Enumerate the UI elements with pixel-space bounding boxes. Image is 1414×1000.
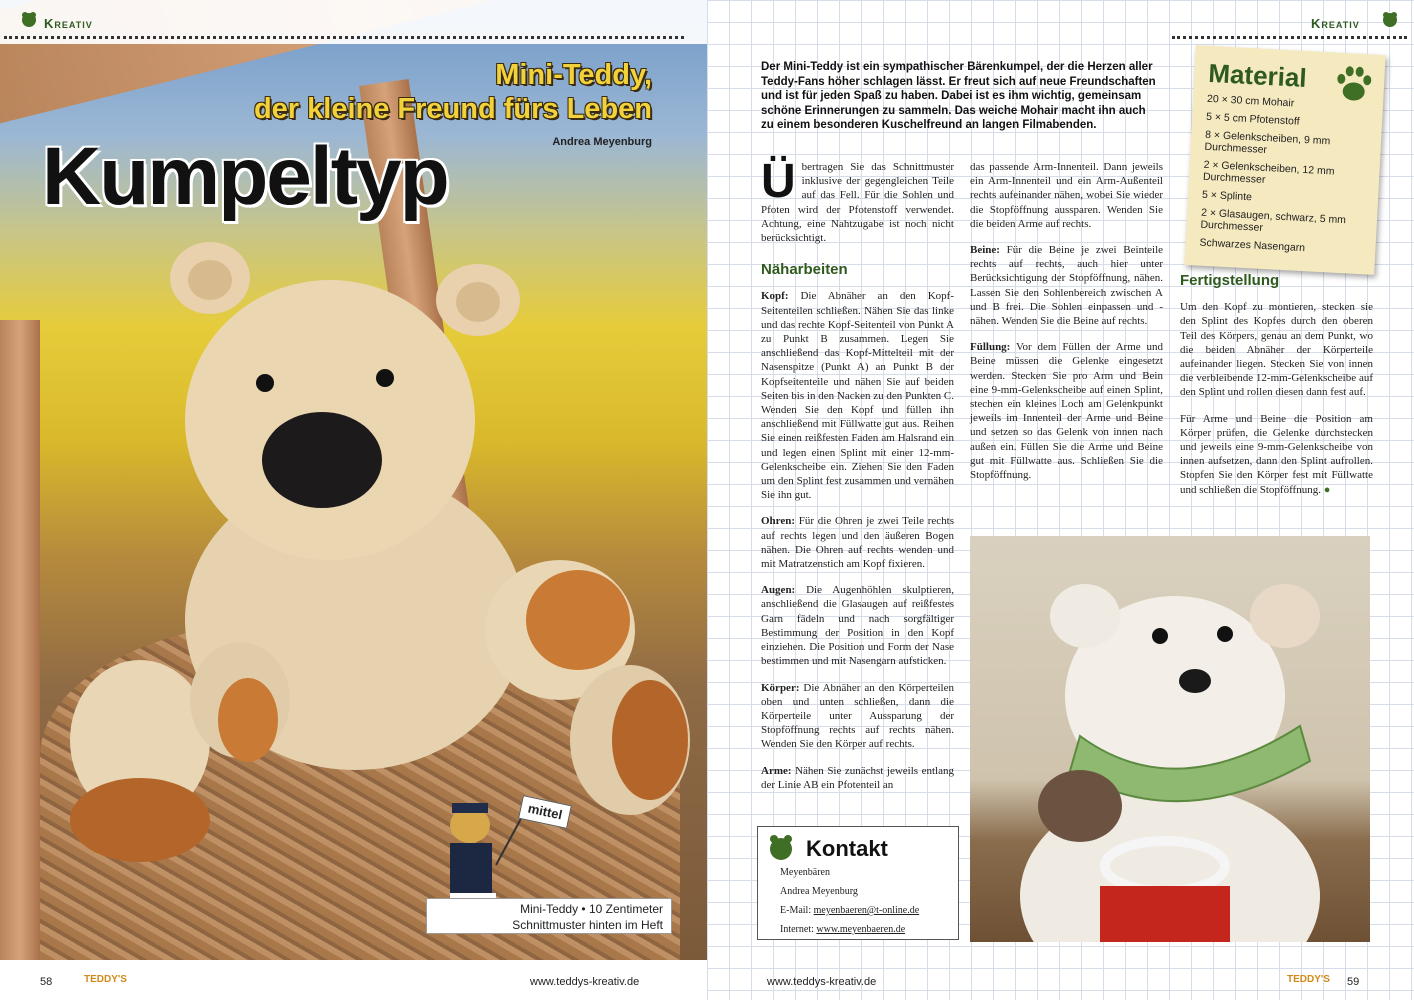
material-card [1184, 45, 1385, 275]
brand-logo-right: TEDDY'S [1287, 974, 1330, 985]
col3-p2-text: Für Arme und Beine die Position am Körper prüfen, die Gelenke durchstecken und jeweils eine 9-mm-Gelenkscheibe von innen aufsetzen, dann den Splint aufrollen. Stopfen Sie den Körper fest mit Füllwatte und schließen die Stopföffnung. [1180, 412, 1373, 496]
material-item: 2 × Glasaugen, schwarz, 5 mm Durchmesser [1200, 206, 1347, 234]
email-label: E-Mail: [780, 905, 812, 916]
contact-box [757, 826, 959, 940]
material-item: 20 × 30 cm Mohair [1206, 92, 1295, 110]
label-arme: Arme: [761, 764, 792, 777]
text-column-1 [761, 155, 955, 804]
step-beine [970, 243, 1163, 328]
dotted-rule-left [4, 36, 684, 39]
difficulty-flag: mittel [518, 795, 572, 829]
label-ohren: Ohren: [761, 515, 796, 528]
contact-company: Meyenbären [780, 867, 830, 878]
text-koerper: Die Abnäher an den Körperteilen oben und unten schließen, dann die Körperteile unter Aussparung der Stopföffnung rechts auf rechts nähen. Wenden Sie den Körper auf rechts. [761, 681, 955, 751]
text-arme: Nähen Sie zunächst jeweils entlang der Linie AB ein Pfotenteil an [761, 764, 954, 791]
text-augen: Die Augenhöhlen skulptieren, anschließend die Glasaugen auf reißfestes Garn fädeln und nach sorgfältiger Bestimmung der Position in den Kopf einziehen. Die Position und Form der Nase bestimmen und mit Nasengarn aufsticken. [761, 584, 955, 668]
bear-logo-icon [18, 8, 40, 30]
paw-end-icon: ● [1323, 483, 1331, 496]
text-column-3 [1180, 256, 1373, 509]
footer-url-right[interactable]: www.teddys-kreativ.de [767, 976, 877, 988]
step-kopf [761, 289, 954, 502]
contact-web-row [780, 920, 948, 939]
heading-naeharbeiten: Näharbeiten [761, 261, 848, 279]
col3-p2 [1180, 412, 1373, 497]
text-ohren: Für die Ohren je zwei Teile rechts auf rechts legen und den äußeren Bogen nähen. Die Ohren auf rechts wenden und mit Matratzenstich am Kopf fixieren. [761, 515, 955, 571]
contact-email-row [780, 901, 948, 920]
col2-p1: das passende Arm-Innenteil. Dann jeweils ein Arm-Innenteil und ein Arm-Außenteil rechts aufeinander nähen, wobei Sie wieder die Stopföffnung aussparen. Wenden Sie die beiden Arme auf rechts. [970, 161, 1163, 230]
intro-paragraph: Der Mini-Teddy ist ein sympathischer Bärenkumpel, der die Herzen aller Teddy-Fans höher schlagen lässt. Er freut sich auf neue Freundschaften und ist für jeden Spaß zu haben. Dabei ist es ihm wichtig, gemeinsam schöne Erinnerungen zu sammeln. Das weiche Mohair macht ihn auch zu einem besonderen Kuschelfreund an langen Filmabenden. [761, 61, 1156, 131]
headline: Kumpeltyp [42, 131, 448, 222]
bear-logo-icon [1379, 8, 1401, 30]
section-label-left: Kreativ [44, 16, 93, 31]
caption-line-1: Mini-Teddy • 10 Zentimeter [520, 902, 663, 916]
text-beine: Für die Beine je zwei Beinteile rechts auf rechts, auch hier unter Berücksichtigung der Stopföffnung, nähen. Lassen Sie den Sohlenbereich zwischen A und B frei. Die Sohlen einpassen und -nähen. Wenden Sie die Beine auf rechts. [970, 244, 1164, 328]
author-byline: Andrea Meyenburg [552, 136, 652, 148]
heading-fertigstellung: Fertigstellung [1180, 272, 1280, 289]
caption-line-2: Schnittmuster hinten im Heft [512, 918, 663, 932]
text-fuellung: Vor dem Füllen der Arme und Beine müssen die Gelenke eingesetzt werden. Stecken Sie pro Arm und Bein eine 9-mm-Gelenkscheibe auf einen Splint, stechen ein kleines Loch am Gelenkpunkt jeweils im Innenteil der Arme und Beine und setzen so das Gelenk von innen nach außen ein. Füllen Sie die Arme und Beine gut mit Füllwatte aus. Schließen Sie die Stopföffnung. [970, 341, 1163, 482]
label-fuellung: Füllung: [970, 341, 1011, 354]
material-item: 2 × Gelenkscheiben, 12 mm Durchmesser [1202, 158, 1335, 186]
website-link[interactable]: www.meyenbaeren.de [816, 924, 906, 935]
drop-cap: Ü [761, 155, 796, 208]
material-item: Schwarzes Nasengarn [1199, 236, 1306, 255]
dotted-rule-right [1172, 36, 1407, 39]
bear-logo-icon [766, 831, 796, 863]
section-label-right: Kreativ [1311, 16, 1360, 31]
step-ohren [761, 514, 954, 571]
web-label: Internet: [780, 924, 814, 935]
photo-caption [426, 898, 672, 934]
text-column-2 [970, 160, 1163, 494]
step-arme [761, 764, 954, 792]
intro-paragraph-body [761, 155, 954, 245]
subtitle-line-2: der kleine Freund fürs Leben [253, 93, 652, 125]
subtitle-line-1: Mini-Teddy, [495, 59, 652, 91]
label-augen: Augen: [761, 584, 796, 597]
col1-p1: bertragen Sie das Schnittmuster inklusive der gegengleichen Teile auf das Fell. Für die Sohlen und Pfoten wird der Pfotenstoff verwendet. Achtung, eine Nahtzugabe ist noch nicht berücksichtigt. [761, 161, 954, 245]
step-fuellung [970, 340, 1163, 482]
material-item: 5 × Splinte [1201, 188, 1253, 204]
page-number-right: 59 [1347, 976, 1360, 988]
page-number-left: 58 [40, 976, 53, 988]
material-title: Material [1207, 57, 1308, 93]
white-teddy-illustration [970, 536, 1370, 942]
text-kopf: Die Abnäher an den Kopf-Seitenteilen schließen. Nähen Sie das linke und das rechte Kopf-Seitenteil von Punkt A zu Punkt B zusammen. Legen Sie anschließend das Kopf-Mittelteil mit der Nasenspitze (Punkt A) an Punkt B der Kopfseitenteile und nähen Sie auf beiden Seiten bis in den Nacken zu den Punkten C. Wenden Sie den Kopf und füllen ihn anschließend mit Füllwatte gut aus. Reihen Sie einen reißfesten Faden am Halsrand ein und legen einen Splint mit einer 12-mm-Gelenkscheibe ein. Ziehen Sie den Faden um den Splint fest zusammen und vernähen Sie ihn gut. [761, 290, 955, 502]
label-beine: Beine: [970, 244, 1000, 257]
brand-logo-left: TEDDY'S [84, 974, 127, 985]
white-teddy-photo [970, 536, 1370, 942]
material-item: 5 × 5 cm Pfotenstoff [1205, 110, 1300, 128]
label-koerper: Körper: [761, 681, 800, 694]
footer-url-left[interactable]: www.teddys-kreativ.de [530, 976, 640, 988]
subtitle [254, 58, 652, 126]
paw-icon [1331, 60, 1377, 106]
col3-p1: Um den Kopf zu montieren, stecken sie den Splint des Kopfes durch den oberen Teil des Körpers, genau an dem Punkt, wo die beiden Abnäher der Körperteile aufeinander liegen. Stecken Sie von innen die verbleibende 12-mm-Gelenkscheibe auf den Splint und rollen diesen dann fest auf. [1180, 301, 1373, 399]
contact-title: Kontakt [806, 836, 888, 861]
email-link[interactable]: meyenbaeren@t-online.de [813, 905, 920, 916]
label-kopf: Kopf: [761, 290, 789, 303]
contact-person: Andrea Meyenburg [780, 886, 858, 897]
material-item: 8 × Gelenkscheiben, 9 mm Durchmesser [1204, 128, 1331, 157]
right-page [707, 0, 1414, 1000]
step-augen [761, 583, 954, 668]
material-list [1199, 93, 1369, 257]
step-koerper [761, 681, 954, 752]
